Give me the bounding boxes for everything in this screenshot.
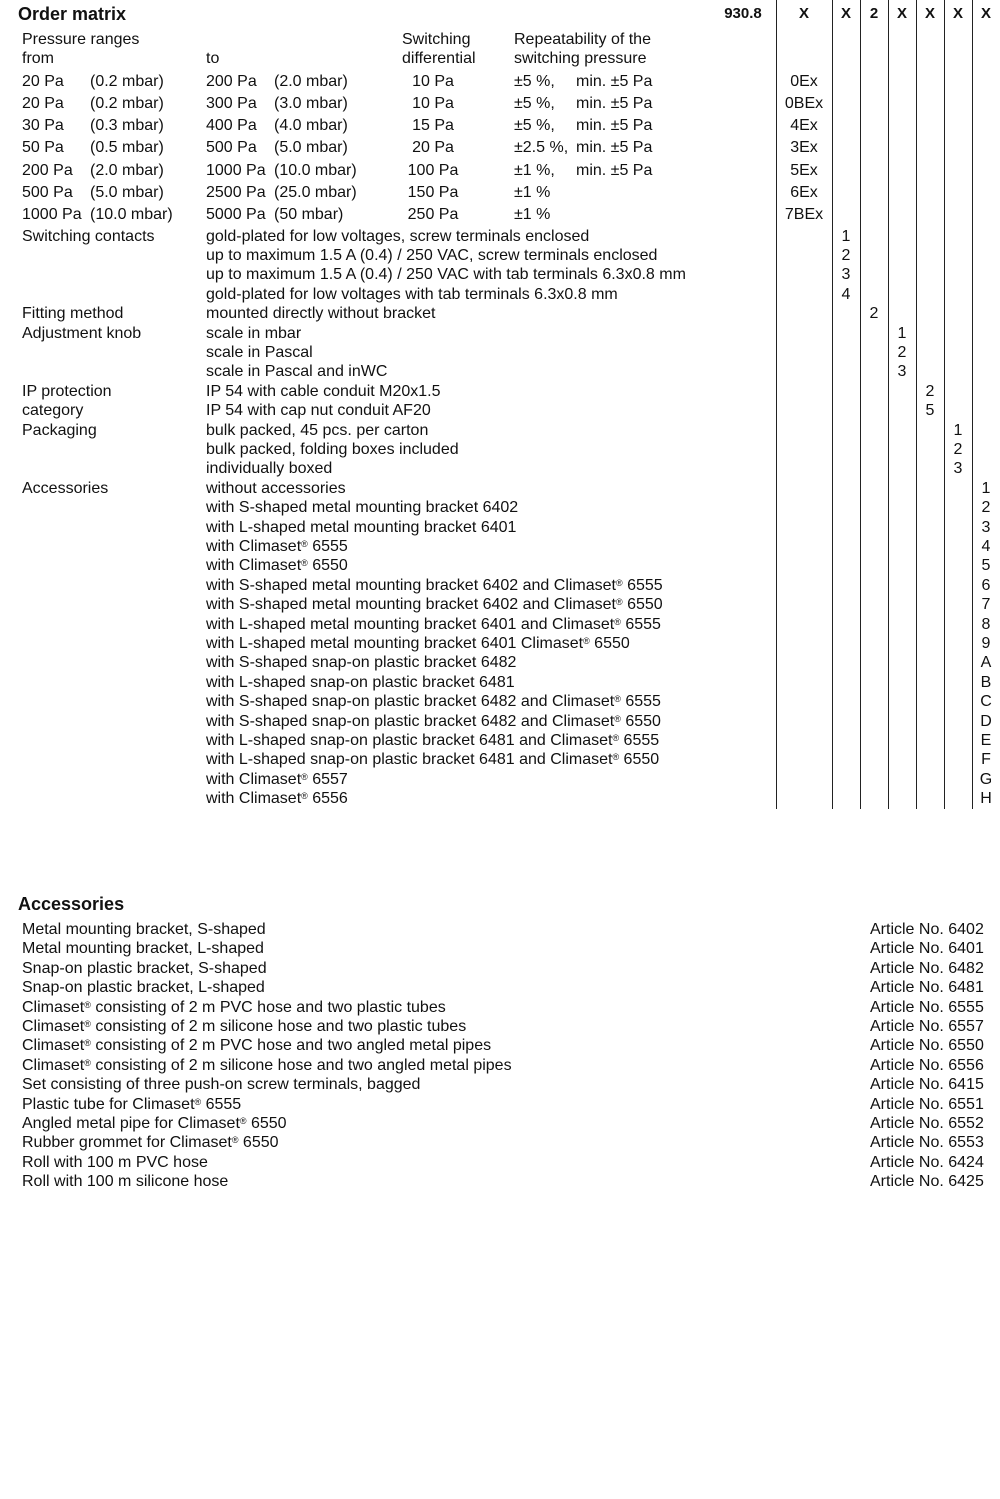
text-part: with L-shaped snap-on plastic bracket 6481 bbox=[206, 673, 515, 691]
group-label-ip-protection: IP protection bbox=[22, 382, 112, 400]
option-text: IP 54 with cable conduit M20x1.5 bbox=[206, 382, 441, 400]
to-mbar: (2.0 mbar) bbox=[274, 72, 348, 90]
text-part: 6550 bbox=[307, 557, 348, 575]
option-text bbox=[206, 770, 348, 789]
option-code: C bbox=[980, 693, 992, 711]
text-part: Climaset bbox=[22, 998, 85, 1016]
accessory-name bbox=[22, 1017, 466, 1036]
article-number: Article No. 6552 bbox=[870, 1115, 984, 1132]
registered-mark: ® bbox=[301, 771, 308, 782]
option-code: 2 bbox=[841, 246, 851, 264]
group-label-packaging: Packaging bbox=[22, 421, 97, 439]
repeatability: ±1 %, bbox=[514, 161, 555, 179]
registered-mark: ® bbox=[616, 577, 623, 588]
repeatability-min: min. ±5 Pa bbox=[576, 95, 653, 112]
registered-mark: ® bbox=[231, 1135, 239, 1146]
text-part: 6555 bbox=[622, 576, 663, 594]
to-header: to bbox=[206, 50, 220, 68]
article-number: Article No. 6557 bbox=[870, 1018, 984, 1035]
text-part: 6550 bbox=[619, 751, 660, 769]
switching-differential: 150 Pa bbox=[407, 183, 459, 201]
switching-differential: 100 Pa bbox=[407, 161, 459, 179]
from-mbar: (0.2 mbar) bbox=[90, 72, 164, 90]
accessories-title: Accessories bbox=[18, 894, 125, 914]
option-text: scale in Pascal bbox=[206, 343, 313, 361]
from-pa: 50 Pa bbox=[22, 139, 64, 157]
option-code: 5 bbox=[981, 557, 991, 575]
option-text bbox=[206, 518, 516, 537]
repeatability-min: min. ±5 Pa bbox=[576, 161, 653, 179]
option-text bbox=[206, 750, 659, 769]
column-divider bbox=[860, 0, 861, 809]
repeatability-min: min. ±5 Pa bbox=[576, 139, 653, 157]
pressure-code: 7BEx bbox=[784, 206, 824, 223]
from-pa: 500 Pa bbox=[22, 183, 73, 201]
accessory-name bbox=[22, 1036, 491, 1055]
registered-mark: ® bbox=[301, 538, 308, 549]
to-pa: 1000 Pa bbox=[206, 161, 266, 179]
text-part: 6555 bbox=[619, 731, 660, 749]
text-part: with S-shaped metal mounting bracket 6402 bbox=[206, 499, 519, 517]
from-pa: 30 Pa bbox=[22, 117, 64, 135]
text-part: Climaset bbox=[22, 1018, 85, 1035]
repeatability: ±1 % bbox=[514, 183, 551, 201]
option-code: H bbox=[980, 790, 992, 808]
text-part: Roll with 100 m silicone hose bbox=[22, 1173, 229, 1191]
text-part: with S-shaped snap-on plastic bracket 6482 bbox=[206, 654, 517, 672]
text-part: 6555 bbox=[620, 615, 661, 633]
option-code: E bbox=[980, 731, 992, 749]
repeatability-header: Repeatability of the bbox=[514, 31, 651, 48]
text-part: without accessories bbox=[206, 479, 346, 497]
text-part: Climaset bbox=[22, 1056, 85, 1074]
text-part: Rubber grommet for Climaset bbox=[22, 1134, 232, 1152]
repeatability-min: min. ±5 Pa bbox=[576, 72, 653, 90]
article-number: Article No. 6553 bbox=[870, 1134, 984, 1152]
pressure-code: 6Ex bbox=[790, 183, 818, 201]
text-part: with L-shaped metal mounting bracket 6401 Climaset bbox=[206, 634, 584, 652]
option-text bbox=[206, 692, 661, 711]
to-pa: 200 Pa bbox=[206, 72, 257, 90]
option-code: 2 bbox=[953, 440, 963, 458]
accessory-name bbox=[22, 920, 266, 939]
text-part: with Climaset bbox=[206, 770, 302, 788]
repeatability: ±1 % bbox=[514, 206, 551, 223]
to-pa: 5000 Pa bbox=[206, 206, 266, 223]
registered-mark: ® bbox=[614, 694, 621, 705]
option-text bbox=[206, 615, 661, 634]
registered-mark: ® bbox=[583, 635, 590, 646]
text-part: consisting of 2 m silicone hose and two angled metal pipes bbox=[90, 1056, 512, 1074]
switching-differential: 10 Pa bbox=[412, 72, 454, 90]
text-part: Angled metal pipe for Climaset bbox=[22, 1115, 240, 1132]
option-code: G bbox=[979, 770, 993, 788]
group-label-fitting-method: Fitting method bbox=[22, 305, 124, 323]
option-code: 2 bbox=[897, 343, 907, 361]
option-text: mounted directly without bracket bbox=[206, 305, 436, 323]
group-label-ip-category: category bbox=[22, 402, 84, 420]
order-code-segment: X bbox=[798, 5, 809, 22]
article-number: Article No. 6424 bbox=[870, 1153, 984, 1171]
from-mbar: (0.3 mbar) bbox=[90, 117, 164, 135]
accessory-name bbox=[22, 1133, 279, 1152]
registered-mark: ® bbox=[616, 597, 623, 608]
option-text: scale in mbar bbox=[206, 324, 302, 342]
accessory-name bbox=[22, 1172, 228, 1191]
pressure-code: 0BEx bbox=[784, 95, 824, 112]
text-part: 6550 bbox=[622, 596, 663, 614]
column-divider bbox=[832, 0, 833, 809]
repeatability-min: min. ±5 Pa bbox=[576, 117, 653, 135]
article-number: Article No. 6551 bbox=[870, 1095, 984, 1113]
accessory-name bbox=[22, 978, 265, 997]
accessory-name bbox=[22, 1153, 208, 1172]
option-code: 6 bbox=[981, 576, 991, 594]
option-text: scale in Pascal and inWC bbox=[206, 363, 388, 381]
option-code: 7 bbox=[981, 596, 991, 614]
order-code-segment: X bbox=[952, 5, 963, 22]
text-part: with L-shaped metal mounting bracket 6401 and Climaset bbox=[206, 615, 615, 633]
option-text bbox=[206, 537, 348, 556]
option-text bbox=[206, 479, 346, 498]
from-pa: 200 Pa bbox=[22, 161, 73, 179]
to-mbar: (5.0 mbar) bbox=[274, 139, 348, 157]
text-part: with S-shaped snap-on plastic bracket 6482 and Climaset bbox=[206, 712, 615, 730]
to-mbar: (50 mbar) bbox=[274, 206, 344, 223]
option-text: individually boxed bbox=[206, 460, 333, 478]
option-code: F bbox=[981, 751, 991, 769]
option-text: gold-plated for low voltages, screw terminals enclosed bbox=[206, 227, 590, 245]
from-pa: 1000 Pa bbox=[22, 206, 82, 223]
option-text: IP 54 with cap nut conduit AF20 bbox=[206, 402, 431, 420]
option-code: 1 bbox=[981, 479, 991, 497]
option-code: 4 bbox=[981, 537, 991, 555]
option-code: 3 bbox=[897, 363, 907, 381]
option-code: 8 bbox=[981, 615, 991, 633]
text-part: Snap-on plastic bracket, S-shaped bbox=[22, 959, 267, 977]
text-part: 6555 bbox=[620, 693, 661, 711]
text-part: 6555 bbox=[307, 537, 348, 555]
order-code-segment: X bbox=[896, 5, 907, 22]
repeatability: ±2.5 %, bbox=[514, 139, 569, 157]
text-part: with Climaset bbox=[206, 790, 302, 808]
to-mbar: (25.0 mbar) bbox=[274, 183, 357, 201]
option-code: B bbox=[980, 673, 992, 691]
switching-diff-header: Switching bbox=[402, 31, 471, 48]
accessory-name bbox=[22, 939, 264, 958]
text-part: Set consisting of three push-on screw terminals, bagged bbox=[22, 1076, 421, 1094]
row-band bbox=[18, 382, 1000, 421]
pressure-code: 0Ex bbox=[790, 72, 818, 90]
option-code: 3 bbox=[841, 266, 851, 284]
column-divider bbox=[972, 0, 973, 809]
text-part: Climaset bbox=[22, 1037, 85, 1055]
text-part: 6550 bbox=[589, 634, 630, 652]
text-part: with S-shaped metal mounting bracket 6402 and Climaset bbox=[206, 576, 616, 594]
option-code: 1 bbox=[953, 421, 963, 439]
from-header: from bbox=[22, 50, 54, 68]
option-text bbox=[206, 653, 516, 672]
repeatability: ±5 %, bbox=[514, 95, 555, 112]
text-part: with S-shaped snap-on plastic bracket 6482 and Climaset bbox=[206, 693, 615, 711]
option-code: 9 bbox=[981, 634, 991, 652]
option-code: 2 bbox=[925, 382, 935, 400]
text-part: consisting of 2 m PVC hose and two plastic tubes bbox=[90, 998, 446, 1016]
accessory-name bbox=[22, 1114, 287, 1133]
option-text: bulk packed, 45 pcs. per carton bbox=[206, 421, 429, 439]
order-code-segment: 2 bbox=[869, 5, 879, 22]
accessory-name bbox=[22, 1056, 512, 1075]
order-code-segment: X bbox=[980, 5, 991, 22]
from-pa: 20 Pa bbox=[22, 95, 64, 112]
text-part: 6555 bbox=[201, 1095, 242, 1113]
registered-mark: ® bbox=[612, 732, 620, 743]
option-code: 1 bbox=[897, 324, 907, 342]
text-part: 6550 bbox=[246, 1115, 287, 1132]
option-text: bulk packed, folding boxes included bbox=[206, 440, 459, 458]
text-part: 6550 bbox=[620, 712, 661, 730]
from-mbar: (5.0 mbar) bbox=[90, 183, 164, 201]
pressure-ranges-label: Pressure ranges bbox=[22, 31, 140, 48]
option-text bbox=[206, 731, 659, 750]
repeatability: ±5 %, bbox=[514, 72, 555, 90]
text-part: 6557 bbox=[307, 770, 348, 788]
option-text bbox=[206, 789, 348, 808]
text-part: with Climaset bbox=[206, 537, 302, 555]
article-number: Article No. 6555 bbox=[870, 998, 984, 1016]
article-number: Article No. 6402 bbox=[870, 921, 984, 938]
order-code-segment: 930.8 bbox=[724, 5, 762, 22]
to-mbar: (10.0 mbar) bbox=[274, 161, 357, 179]
group-label-accessories-opt: Accessories bbox=[22, 479, 109, 497]
text-part: Snap-on plastic bracket, L-shaped bbox=[22, 979, 265, 997]
registered-mark: ® bbox=[614, 713, 621, 724]
row-band bbox=[18, 304, 1000, 323]
registered-mark: ® bbox=[84, 1038, 91, 1049]
order-code-segment: X bbox=[840, 5, 851, 22]
switching-differential: 15 Pa bbox=[412, 117, 454, 135]
pressure-code: 3Ex bbox=[790, 139, 818, 157]
group-label-adjustment-knob: Adjustment knob bbox=[22, 324, 142, 342]
to-pa: 400 Pa bbox=[206, 117, 257, 135]
text-part: consisting of 2 m silicone hose and two plastic tubes bbox=[90, 1018, 467, 1035]
article-number: Article No. 6415 bbox=[870, 1076, 984, 1094]
repeatability: ±5 %, bbox=[514, 117, 555, 135]
option-text bbox=[206, 595, 663, 614]
option-code: 4 bbox=[841, 285, 851, 303]
column-divider bbox=[916, 0, 917, 809]
option-code: 2 bbox=[981, 499, 991, 517]
option-code: 3 bbox=[953, 460, 963, 478]
text-part: with Climaset bbox=[206, 557, 302, 575]
text-part: 6550 bbox=[238, 1134, 279, 1152]
article-number: Article No. 6556 bbox=[870, 1056, 984, 1074]
switching-diff-header-2: differential bbox=[402, 50, 476, 68]
pressure-code: 4Ex bbox=[790, 117, 818, 135]
option-code: 3 bbox=[981, 518, 991, 536]
to-pa: 300 Pa bbox=[206, 95, 257, 112]
option-text: gold-plated for low voltages with tab terminals 6.3x0.8 mm bbox=[206, 285, 618, 303]
registered-mark: ® bbox=[612, 752, 620, 763]
from-mbar: (0.5 mbar) bbox=[90, 139, 164, 157]
option-code: D bbox=[980, 712, 992, 730]
switching-differential: 10 Pa bbox=[412, 95, 454, 112]
option-text: up to maximum 1.5 A (0.4) / 250 VAC with tab terminals 6.3x0.8 mm bbox=[206, 266, 686, 284]
option-text bbox=[206, 576, 663, 595]
text-part: with L-shaped metal mounting bracket 6401 bbox=[206, 518, 517, 536]
order-matrix-title: Order matrix bbox=[18, 4, 127, 24]
text-part: 6556 bbox=[307, 790, 348, 808]
article-number: Article No. 6481 bbox=[870, 979, 984, 997]
registered-mark: ® bbox=[614, 616, 621, 627]
pressure-code: 5Ex bbox=[790, 161, 818, 179]
from-mbar: (0.2 mbar) bbox=[90, 95, 164, 112]
text-part: Metal mounting bracket, L-shaped bbox=[22, 940, 264, 958]
text-part: with L-shaped snap-on plastic bracket 6481 and Climaset bbox=[206, 751, 613, 769]
text-part: consisting of 2 m PVC hose and two angled metal pipes bbox=[90, 1037, 492, 1055]
registered-mark: ® bbox=[84, 1057, 91, 1068]
from-mbar: (2.0 mbar) bbox=[90, 161, 164, 179]
to-pa: 2500 Pa bbox=[206, 183, 266, 201]
option-text bbox=[206, 556, 348, 575]
switching-differential: 20 Pa bbox=[412, 139, 454, 157]
column-divider bbox=[776, 0, 777, 809]
option-text bbox=[206, 673, 515, 692]
from-pa: 20 Pa bbox=[22, 72, 64, 90]
article-number: Article No. 6425 bbox=[870, 1173, 984, 1191]
option-code: 1 bbox=[841, 227, 851, 245]
column-divider bbox=[944, 0, 945, 809]
registered-mark: ® bbox=[301, 558, 308, 569]
text-part: Roll with 100 m PVC hose bbox=[22, 1153, 208, 1171]
option-text bbox=[206, 498, 518, 517]
text-part: with L-shaped snap-on plastic bracket 6481 and Climaset bbox=[206, 731, 613, 749]
registered-mark: ® bbox=[194, 1096, 202, 1107]
registered-mark: ® bbox=[301, 791, 308, 802]
registered-mark: ® bbox=[239, 1116, 247, 1126]
registered-mark: ® bbox=[84, 1019, 91, 1029]
accessory-name bbox=[22, 959, 267, 978]
option-text bbox=[206, 712, 661, 731]
from-mbar: (10.0 mbar) bbox=[90, 206, 173, 223]
option-code: 5 bbox=[925, 402, 935, 420]
column-divider bbox=[888, 0, 889, 809]
to-mbar: (3.0 mbar) bbox=[274, 95, 348, 112]
option-code: 2 bbox=[869, 305, 879, 323]
switching-differential: 250 Pa bbox=[407, 206, 459, 223]
accessory-name bbox=[22, 998, 446, 1017]
option-text bbox=[206, 634, 630, 653]
to-mbar: (4.0 mbar) bbox=[274, 117, 348, 135]
option-code: A bbox=[980, 654, 992, 672]
order-code-segment: X bbox=[924, 5, 935, 22]
article-number: Article No. 6550 bbox=[870, 1037, 984, 1055]
text-part: Metal mounting bracket, S-shaped bbox=[22, 921, 266, 938]
accessory-name bbox=[22, 1095, 241, 1114]
row-band bbox=[18, 30, 1000, 205]
text-part: with S-shaped metal mounting bracket 6402 and Climaset bbox=[206, 596, 616, 614]
article-number: Article No. 6482 bbox=[870, 959, 984, 977]
article-number: Article No. 6401 bbox=[870, 940, 984, 958]
group-label-switching-contacts: Switching contacts bbox=[22, 227, 155, 245]
to-pa: 500 Pa bbox=[206, 139, 257, 157]
option-text: up to maximum 1.5 A (0.4) / 250 VAC, screw terminals enclosed bbox=[206, 246, 658, 264]
text-part: Plastic tube for Climaset bbox=[22, 1095, 195, 1113]
repeatability-header-2: switching pressure bbox=[514, 50, 647, 68]
registered-mark: ® bbox=[84, 999, 91, 1010]
accessory-name bbox=[22, 1075, 420, 1094]
